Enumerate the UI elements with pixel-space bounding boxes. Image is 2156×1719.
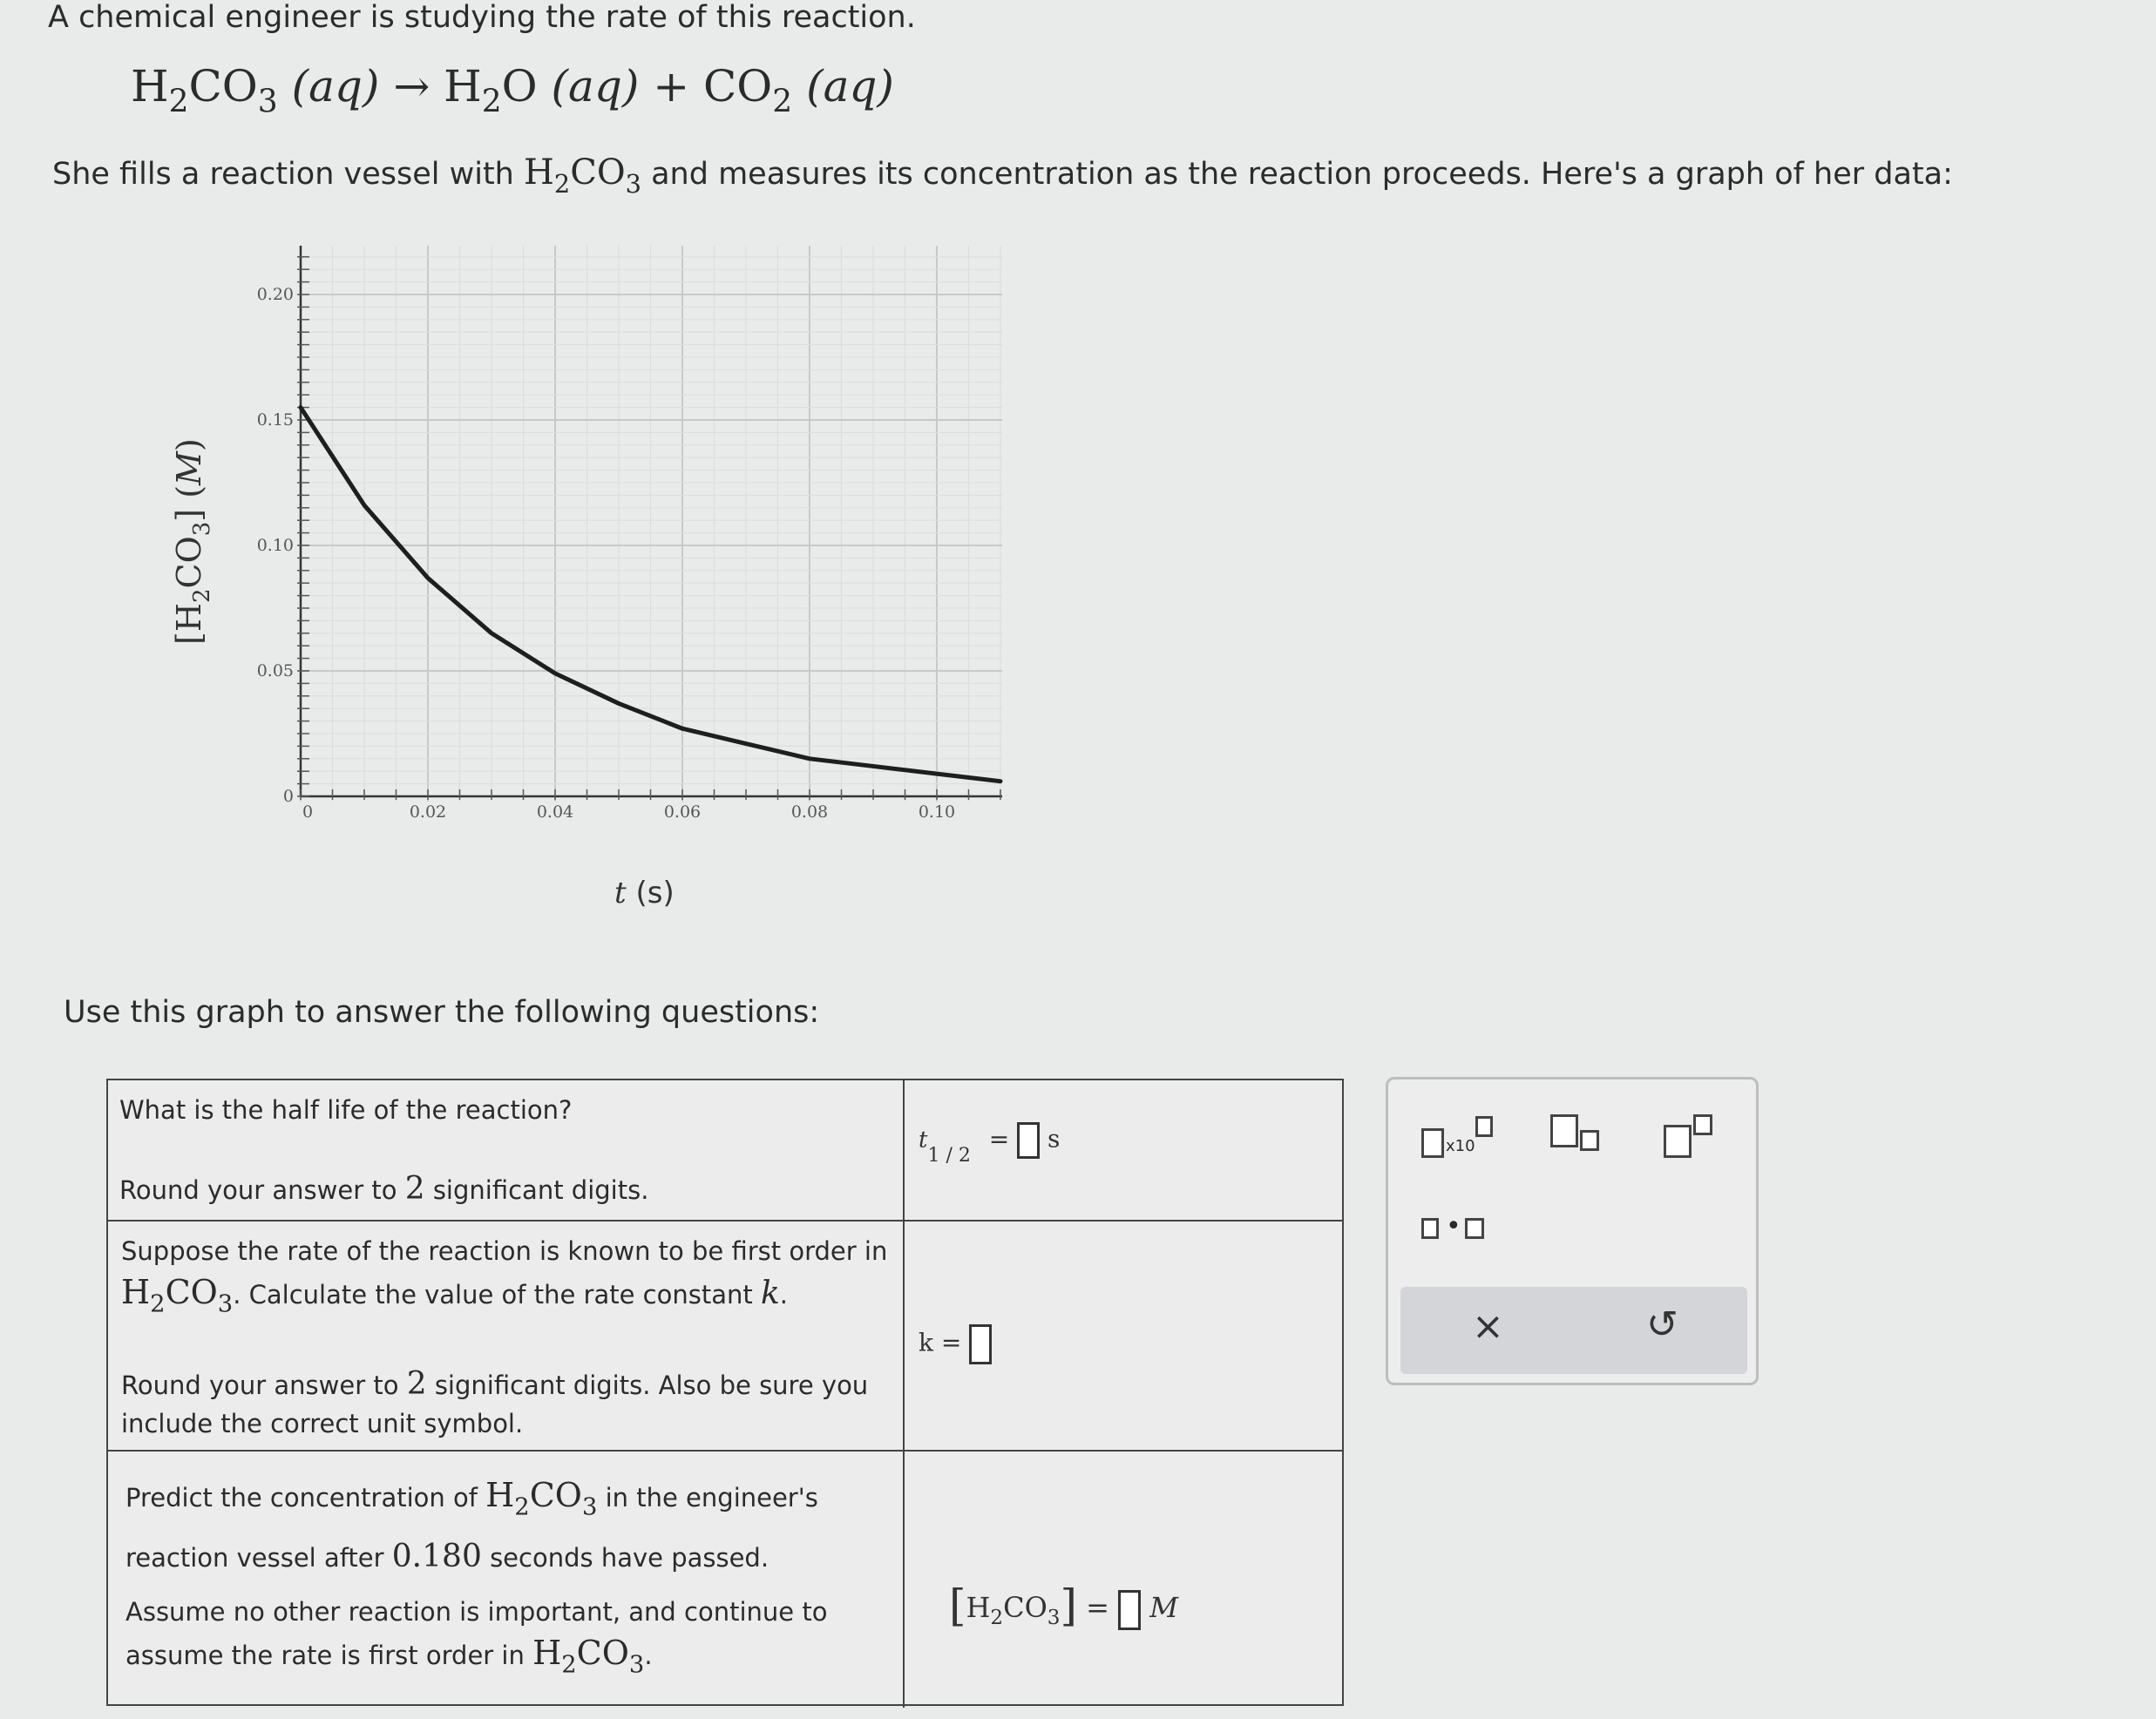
question-row-rate-constant	[108, 1222, 1342, 1452]
concentration-input[interactable]	[1118, 1590, 1141, 1630]
y-axis-label: $[H_2CO_3]$ (M)	[170, 438, 215, 645]
scientific-notation-button[interactable]: x10	[1421, 1116, 1509, 1168]
q2-round: Round your answer to 2 significant digits. Also be sure you include the correct unit symbol.	[121, 1366, 869, 1439]
intro-text: A chemical engineer is studying the rate of this reaction.	[48, 0, 916, 35]
x-tick-label: 0.04	[536, 802, 574, 822]
concentration-chart	[148, 235, 1020, 932]
subscript-button[interactable]	[1550, 1114, 1611, 1167]
y-tick-label: 0.15	[256, 410, 294, 430]
half-life-input[interactable]	[1017, 1122, 1040, 1159]
setup-sentence	[52, 152, 1953, 200]
question-row-half-life	[108, 1080, 1342, 1222]
sentence-after: and measures its concentration as the reaction proceeds. Here's a graph of her data:	[651, 157, 1953, 192]
undo-icon[interactable]: ↺	[1646, 1303, 1678, 1347]
clear-icon[interactable]: ×	[1472, 1304, 1504, 1349]
instruction-text: Use this graph to answer the following questions:	[64, 995, 820, 1030]
superscript-button[interactable]	[1664, 1114, 1725, 1167]
math-tool-panel	[1386, 1077, 1759, 1385]
rate-constant-answer: k =	[919, 1324, 992, 1364]
y-tick-label: 0	[282, 787, 294, 806]
q1-prompt: What is the half life of the reaction?	[119, 1095, 573, 1125]
multiply-dot-button[interactable]: •	[1421, 1215, 1491, 1249]
y-tick-label: 0.20	[256, 285, 294, 304]
y-tick-label: 0.10	[256, 536, 294, 555]
formula-h2co3: $H_2CO_3$	[524, 152, 641, 200]
question-table	[106, 1079, 1344, 1706]
x-tick-label: 0	[302, 802, 314, 822]
q3-assume: Assume no other reaction is important, and continue to assume the rate is first order in $H_2CO_3$.	[125, 1597, 828, 1679]
sentence-before: She fills a reaction vessel with	[52, 157, 514, 192]
q2-prompt: Suppose the rate of the reaction is known to be first order in $H_2CO_3$. Calculate the value of the rate constant k.	[121, 1236, 888, 1318]
y-tick-label: 0.05	[256, 661, 294, 680]
q3-time: reaction vessel after 0.180 seconds have passed.	[125, 1539, 770, 1574]
x-tick-label: 0.08	[790, 802, 829, 822]
x-tick-label: 0.10	[918, 802, 956, 822]
question-row-concentration	[108, 1452, 1342, 1708]
action-bar	[1400, 1287, 1747, 1374]
q1-round: Round your answer to 2 significant digits.	[119, 1171, 649, 1207]
q3-prompt: Predict the concentration of $H_2CO_3$ in the engineer's	[125, 1476, 818, 1521]
reaction-equation: $H_2CO_3$ $(aq) \to H_2O$ $(aq) + CO_2$ (aq)	[131, 61, 894, 120]
chart-labels	[170, 285, 955, 910]
x-axis-label: t (s)	[614, 876, 675, 910]
half-life-answer: $t_{1 / 2} = s$	[919, 1122, 1060, 1159]
x-tick-label: 0.02	[409, 802, 447, 822]
rate-constant-input[interactable]	[969, 1324, 992, 1364]
x-tick-label: 0.06	[663, 802, 702, 822]
concentration-answer: $[H_2CO_3] = M$	[949, 1580, 1179, 1631]
